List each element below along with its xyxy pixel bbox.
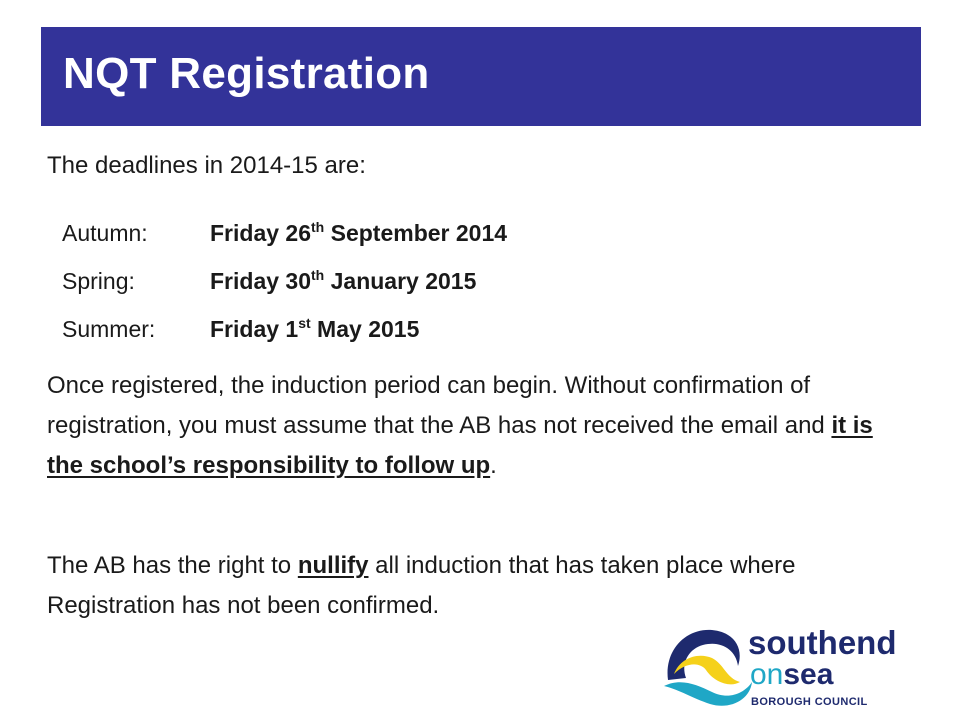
deadlines-intro: The deadlines in 2014-15 are: xyxy=(47,152,366,179)
nullify-paragraph: The AB has the right to nullify all induction that has taken place where Registration has not been confirmed. xyxy=(47,552,796,619)
logo-wave-teal xyxy=(664,682,752,706)
deadline-date: Friday 30th January 2015 xyxy=(210,267,477,294)
deadline-date: Friday 26th September 2014 xyxy=(210,219,508,246)
title-bar xyxy=(41,27,921,126)
deadline-date: Friday 1st May 2015 xyxy=(210,315,420,342)
southend-on-sea-logo xyxy=(660,620,932,712)
deadline-term: Summer: xyxy=(62,316,156,342)
responsibility-emphasis: it is the school’s responsibility to follow up xyxy=(47,412,873,479)
southend-logo-graphic xyxy=(660,620,932,712)
logo-wave-navy xyxy=(668,630,740,680)
logo-word-onsea: onsea xyxy=(750,658,834,691)
deadline-term: Spring: xyxy=(62,268,135,294)
logo-word-southend: southend xyxy=(748,624,897,661)
registration-paragraph: Once registered, the induction period can begin. Without confirmation of registration, you must assume that the AB has not received the email and it is the school’s responsibility to follow up. xyxy=(47,372,873,479)
deadline-term: Autumn: xyxy=(62,220,148,246)
nullify-emphasis: nullify xyxy=(297,552,369,579)
slide-title: NQT Registration xyxy=(63,49,430,98)
logo-borough-council: BOROUGH COUNCIL xyxy=(751,696,868,708)
